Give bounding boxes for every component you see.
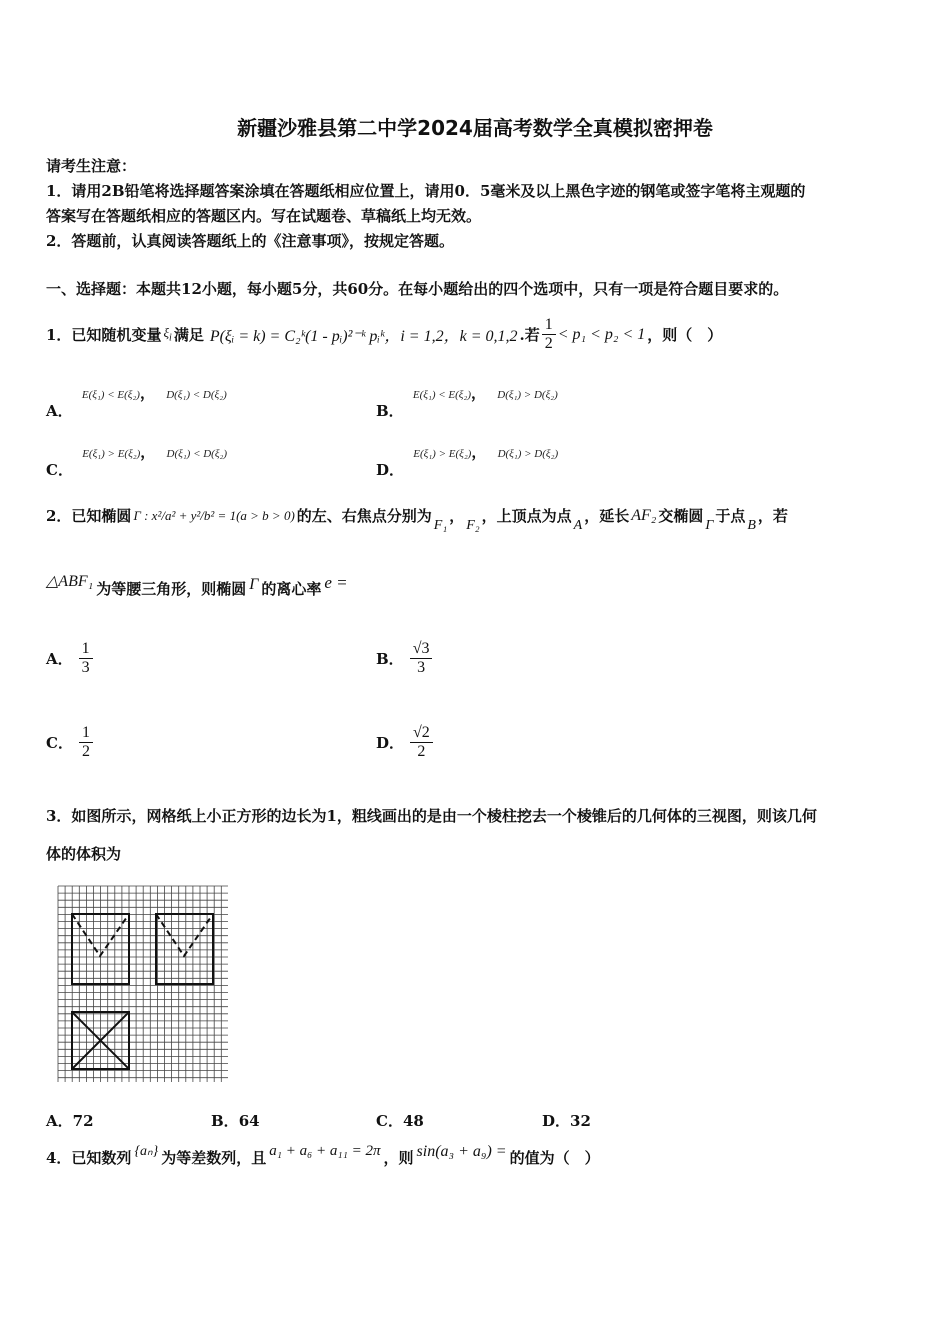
q3-option-d: D．32: [542, 1112, 591, 1130]
notice-line-3: 2．答题前，认真阅读答题纸上的《注意事项》，按规定答题。: [46, 232, 454, 250]
q2-f1: F₁: [433, 517, 448, 533]
q4-text: ，则: [383, 1149, 414, 1167]
q2-ellipse-equation: Γ : x²/a² + y²/b² = 1(a > b > 0): [133, 507, 295, 523]
q2-text: 的左、右焦点分别为: [296, 507, 432, 525]
q3-line-2: 体的体积为: [46, 845, 122, 863]
q4-prefix: 4．已知数列: [46, 1149, 132, 1167]
q1-condition: < p₁ < p₂ < 1: [557, 325, 646, 343]
q2-triangle: △ABF₁: [46, 572, 94, 590]
q2-gamma: Γ: [705, 517, 714, 533]
q4-sequence: {aₙ}: [134, 1144, 159, 1159]
q3-option-b: B．64: [211, 1112, 260, 1130]
notice-line-1: 1．请用2B铅笔将选择题答案涂填在答题纸相应位置上，请用0．5毫米及以上黑色字迹的钢笔或签字笔将主观题的: [46, 182, 806, 200]
section-heading: 一、选择题：本题共12小题，每小题5分，共60分。在每小题给出的四个选项中，只有一项是符合题目要求的。: [46, 280, 789, 298]
q1-option-a: A． E(ξ₁) < E(ξ₂)， D(ξ₁) < D(ξ₂): [46, 384, 227, 420]
q2-option-a: A． $\frac{1}{3}$: [46, 640, 93, 677]
q1-suffix: ，则（ ）: [647, 326, 723, 344]
q2-text: 交椭圆: [658, 507, 704, 525]
question-4: [46, 1142, 600, 1168]
q2-prefix: 2．已知椭圆: [46, 507, 132, 525]
q2-text: 的离心率: [261, 580, 322, 598]
page-title: 新疆沙雅县第二中学2024届高考数学全真模拟密押卷: [237, 116, 713, 140]
q2-text: ，上顶点为点: [481, 507, 572, 525]
q2-f2: F₂: [466, 517, 480, 533]
q1-option-c: C． E(ξ₁) > E(ξ₂)， D(ξ₁) < D(ξ₂): [46, 443, 228, 479]
q4-expression: sin(a₃ + a₉) =: [416, 1142, 507, 1160]
q2-text: 为等腰三角形，则椭圆: [96, 580, 247, 598]
q2-gamma: Γ: [249, 575, 259, 593]
q2-text: 于点: [715, 507, 746, 525]
q2-a: A: [573, 517, 583, 533]
q1-mid: 满足: [173, 326, 204, 344]
q1-if: .若: [519, 326, 540, 344]
q2-eccentricity: e =: [324, 572, 348, 592]
q1-half-fraction: $\frac{1}{2}$: [542, 316, 556, 353]
q1-option-d: D． E(ξ₁) > E(ξ₂)， D(ξ₁) > D(ξ₂): [376, 443, 559, 479]
q2-option-b: B． $\frac{√3}{3}$: [376, 640, 432, 677]
q2-text: ，若: [757, 507, 788, 525]
q2-option-d: D． $\frac{√2}{2}$: [376, 724, 433, 761]
notice-line-2: 答案写在答题纸相应的答题区内。写在试题卷、草稿纸上均无效。: [46, 207, 482, 225]
q4-text: 的值为（ ）: [509, 1149, 600, 1167]
q2-option-c: C． $\frac{1}{2}$: [46, 724, 93, 761]
notice-heading: 请考生注意：: [46, 157, 137, 175]
q1-formula: P(ξᵢ = k) = C₂ᵏ(1 - pᵢ)²⁻ᵏ pᵢᵏ，i = 1,2，k = 0,1,2: [209, 328, 518, 345]
q2-b: B: [747, 517, 756, 533]
q2-af2: AF₂: [631, 506, 657, 524]
q2-text: ，延长: [584, 507, 630, 525]
q4-condition: a₁ + a₆ + a₁₁ = 2π: [269, 1143, 381, 1159]
q3-option-a: A．72: [46, 1112, 94, 1130]
q1-option-b: B． E(ξ₁) < E(ξ₂)， D(ξ₁) > D(ξ₂): [376, 384, 558, 420]
question-1: [46, 316, 722, 353]
question-2: 2．已知椭圆 Γ : x²/a² + y²/b² = 1(a > b > 0) 的左、右焦点分别为 F₁ ， F₂ ，上顶点为点 A ，延长 AF₂ 交椭圆 Γ 于点 B ，若: [46, 506, 788, 533]
q3-line-1: 3．如图所示，网格纸上小正方形的边长为1，粗线画出的是由一个棱柱挖去一个棱锥后的几何体的三视图，则该几何: [46, 807, 817, 825]
q4-text: 为等差数列，且: [161, 1149, 267, 1167]
q1-xi: $\xi_i$: [163, 325, 172, 344]
q1-prefix: 1．已知随机变量: [46, 326, 162, 344]
question-2-line-2: [46, 572, 348, 599]
three-view-grid-figure: [56, 882, 231, 1084]
q3-option-c: C．48: [376, 1112, 424, 1130]
